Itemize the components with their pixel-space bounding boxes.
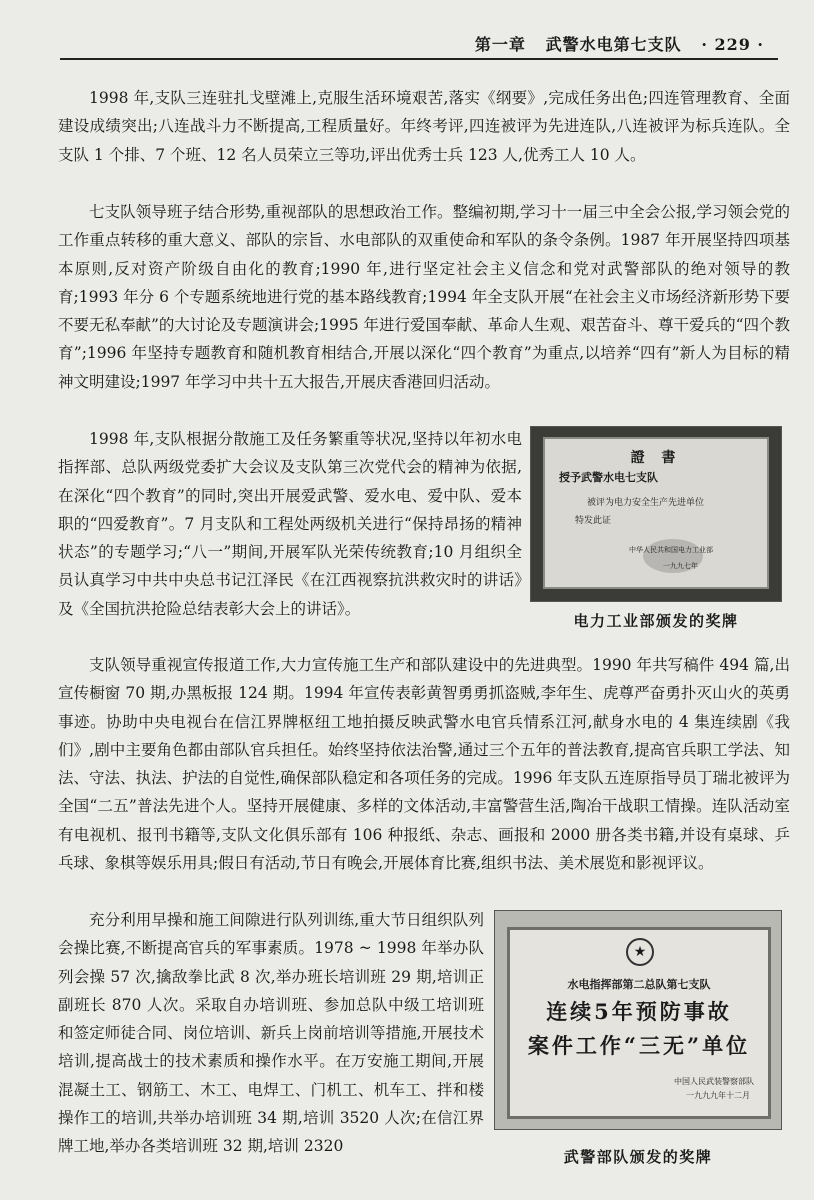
certificate-heading: 證 書	[630, 450, 682, 466]
figure-1-caption: 电力工业部颁发的奖牌	[573, 612, 739, 630]
paragraph-3: 1998 年,支队根据分散施工及任务繁重等状况,坚持以年初水电指挥部、总队两级党委扩大会议及支队第三次党代会的精神为依据,在深化“四个教育”的同时,突出开展爱武警、爱水电、爱中队、爱本职的“四爱教育”。7 月支队和工程处两级机关进行“保持昂扬的精神状态”的专题学习;“八一”期间,开展军队光荣传统教育;10 月组织全员认真学习中共中央总书记江泽民《在江西视察抗洪救灾时的讲话》及《全国抗洪抢险总结表彰大会上的讲话》。	[58, 430, 522, 618]
certificate-photo	[530, 426, 782, 602]
plaque-board	[507, 927, 771, 1119]
certificate-line-2: 被评为电力安全生产先进单位	[587, 498, 705, 508]
certificate-line-3: 特发此证	[575, 516, 612, 526]
running-title	[475, 32, 764, 55]
paragraph-1: 1998 年,支队三连驻扎戈壁滩上,克服生活环境艰苦,落实《纲要》,完成任务出色;四连管理教育、全面建设成绩突出;八连战斗力不断提高,工程质量好。年终考评,四连被评为先进连队,八连被评为标兵连队。全支队 1 个排、7 个班、12 名人员荣立三等功,评出优秀士兵 123 人,优秀工人 10 人。	[58, 89, 790, 164]
certificate-line-1: 授予武警水电七支队	[559, 471, 658, 484]
paragraph-4: 支队领导重视宣传报道工作,大力宣传施工生产和部队建设中的先进典型。1990 年共写稿件 494 篇,出宣传橱窗 70 期,办黑板报 124 期。1994 年宣传表彰黄智勇勇抓盗贼,李年生、虎尊严奋勇扑灭山火的英勇事迹。协助中央电视台在信江界牌枢纽工地拍摄反映武警水电官兵情系江河,献身水电的 4 集连续剧《我们》,剧中主要角色都由部队官兵担任。始终坚持依法治警,通过三个五年的普法教育,提高官兵职工学法、知法、守法、执法、护法的自觉性,确保部队稳定和各项任务的完成。1996 年支队五连原指导员丁瑞北被评为全国“二五”普法先进个人。坚持开展健康、多样的文体活动,丰富警营生活,陶冶干战职工情操。连队活动室有电视机、报刊书籍等,支队文化俱乐部有 106 种报纸、杂志、画报和 2000 册各类书籍,并设有桌球、乒乓球、象棋等娱乐用具;假日有活动,节日有晚会,开展体育比赛,组织书法、美术展览和影视评议。	[58, 656, 790, 873]
chapter-label: 第一章	[474, 35, 526, 54]
header-rule	[60, 58, 778, 60]
paragraph-2: 七支队领导班子结合形势,重视部队的思想政治工作。整编初期,学习十一届三中全会公报,学习领会党的工作重点转移的重大意义、部队的宗旨、水电部队的双重使命和军队的条令条例。1987 年开展坚持四项基本原则,反对资产阶级自由化的教育;1990 年,进行坚定社会主义信念和党对武警部队的绝对领导的教育;1993 年分 6 个专题系统地进行党的基本路线教育;1994 年全支队开展“在社会主义市场经济新形势下要不要无私奉献”的大讨论及专题演讲会;1995 年进行爱国奉献、革命人生观、艰苦奋斗、尊干爱兵的“四个教育”;1996 年坚持专题教育和随机教育相结合,开展以深化“四个教育”为重点,以培养“四有”新人为目标的精神文明建设;1997 年学习中共十五大报告,开展庆香港回归活动。	[58, 203, 790, 391]
plaque-photo	[494, 910, 782, 1130]
plaque-line-1: 水电指挥部第二总队第七支队	[567, 978, 711, 991]
page-number: · 229 ·	[701, 35, 764, 54]
plaque-line-3: 案件工作“三无”单位	[527, 1033, 751, 1058]
plaque-issuer: 中国人民武装警察部队	[674, 1077, 754, 1086]
police-emblem-icon: ★	[626, 938, 654, 966]
plaque-line-2: 连续5年预防事故	[546, 999, 732, 1024]
plaque-date: 一九九九年十二月	[686, 1091, 750, 1100]
chapter-title: 武警水电第七支队	[545, 35, 682, 54]
paragraph-5: 充分利用早操和施工间隙进行队列训练,重大节日组织队列会操比赛,不断提高官兵的军事素质。1978 ~ 1998 年举办队列会操 57 次,擒敌拳比武 8 次,举办班长培训班 29 期,培训正副班长 870 人次。采取自办培训班、参加总队中级工培训班和签定师徒合同、岗位培训、新兵上岗前培训等措施,开展技术培训,提高战士的技术素质和操作水平。在万安施工期间,开展混凝土工、钢筋工、木工、电焊工、门机工、机车工、拌和楼操作工的培训,共举办培训班 34 期,培训 3520 人次;在信江界牌工地,举办各类培训班 32 期,培训 2320	[58, 911, 484, 1156]
running-header	[0, 28, 814, 56]
certificate-seal-text: 中华人民共和国电力工业部	[629, 546, 713, 554]
certificate-date: 一九九七年	[663, 562, 698, 570]
figure-2-caption: 武警部队颁发的奖牌	[563, 1148, 713, 1166]
certificate-board	[543, 437, 769, 589]
